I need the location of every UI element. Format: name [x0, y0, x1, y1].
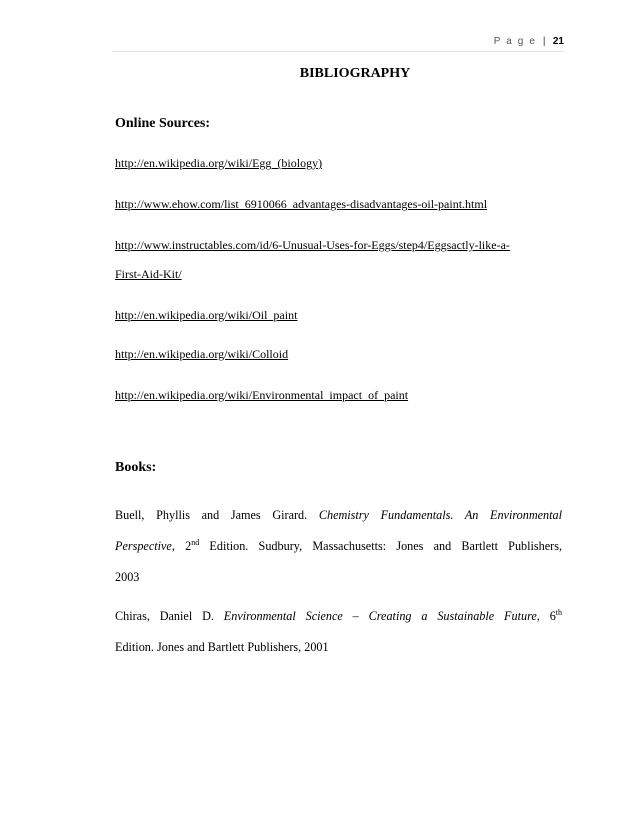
source-link[interactable]: http://en.wikipedia.org/wiki/Egg_(biology) — [115, 156, 323, 170]
page-number: 21 — [552, 36, 564, 47]
book-author: Buell, Phyllis and James Girard. — [115, 508, 308, 522]
book-publisher: Edition. Sudbury, Massachusetts: Jones and Bartlett Publishers, — [209, 539, 563, 553]
book-title: Environmental Science – Creating a Sustainable Future, — [223, 609, 540, 623]
books-heading: Books: — [115, 460, 157, 475]
book-reference-line — [115, 570, 562, 585]
header-separator: | — [542, 36, 546, 47]
header-divider — [112, 51, 564, 52]
book-publisher: Edition. Jones and Bartlett Publishers, 2001 — [115, 640, 329, 654]
book-year: 2003 — [115, 570, 140, 584]
book-edition: 6th — [549, 608, 563, 623]
source-link[interactable]: http://www.ehow.com/list_6910066_advantages-disadvantages-oil-paint.html — [115, 197, 488, 211]
book-title-continued: Perspective, — [115, 539, 175, 553]
source-link[interactable]: http://en.wikipedia.org/wiki/Oil_paint — [115, 308, 298, 322]
book-author: Chiras, Daniel D. — [115, 609, 214, 623]
page-label: P a g e — [493, 36, 537, 47]
page-header — [494, 36, 564, 47]
source-link[interactable]: http://en.wikipedia.org/wiki/Environmental_impact_of_paint — [115, 388, 409, 402]
book-reference-line — [115, 609, 562, 624]
book-reference-line — [115, 539, 562, 554]
source-link-continued[interactable]: First-Aid-Kit/ — [115, 267, 182, 281]
book-reference-line — [115, 508, 562, 523]
source-link[interactable]: http://www.instructables.com/id/6-Unusual-Uses-for-Eggs/step4/Eggsactly-like-a- — [115, 238, 510, 252]
page-title: BIBLIOGRAPHY — [299, 66, 411, 81]
book-edition: 2nd — [185, 538, 200, 553]
book-reference-line — [115, 640, 562, 655]
online-sources-heading: Online Sources: — [115, 116, 211, 131]
source-link[interactable]: http://en.wikipedia.org/wiki/Colloid — [115, 347, 289, 361]
book-title: Chemistry Fundamentals. An Environmental — [318, 508, 562, 522]
